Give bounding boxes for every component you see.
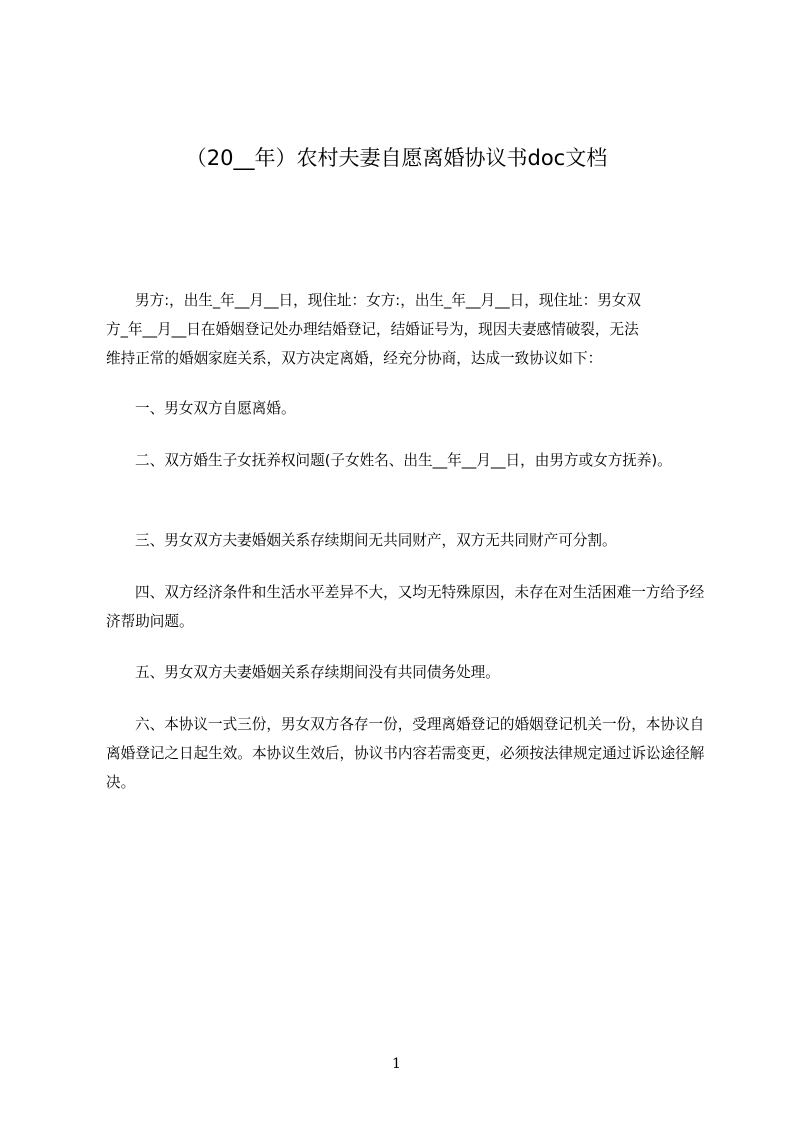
clause-3: 三、男女双方夫妻婚姻关系存续期间无共同财产，双方无共同财产可分割。 bbox=[135, 532, 617, 549]
document-title: （20__年）农村夫妻自愿离婚协议书doc文档 bbox=[185, 146, 608, 170]
clause-6: 六、本协议一式三份，男女双方各存一份，受理离婚登记的婚姻登记机关一份，本协议自离婚登记之日起生效。本协议生效后，协议书内容若需变更，必须按法律规定通过诉讼途径解决。 bbox=[106, 716, 705, 791]
clause-5: 五、男女双方夫妻婚姻关系存续期间没有共同债务处理。 bbox=[135, 664, 500, 681]
clause-4: 四、双方经济条件和生活水平差异不大，又均无特殊原因，未存在对生活困难一方给予经济帮助问题。 bbox=[106, 584, 705, 630]
intro-line: 维持正常的婚姻家庭关系，双方决定离婚，经充分协商，达成一致协议如下： bbox=[106, 350, 603, 367]
clause-1: 一、男女双方自愿离婚。 bbox=[135, 400, 296, 417]
intro-line: 方_年__月__日在婚姻登记处办理结婚登记，结婚证号为，现因夫妻感情破裂，无法 bbox=[106, 321, 639, 338]
page-number: 1 bbox=[392, 1056, 401, 1072]
clause-2: 二、双方婚生子女抚养权问题(子女姓名、出生__年__月__日，由男方或女方抚养)。 bbox=[135, 452, 672, 469]
intro-line: 男方:，出生_年__月__日，现住址：女方:，出生_年__月__日，现住址：男女双 bbox=[135, 292, 642, 309]
intro-paragraph bbox=[106, 286, 706, 373]
